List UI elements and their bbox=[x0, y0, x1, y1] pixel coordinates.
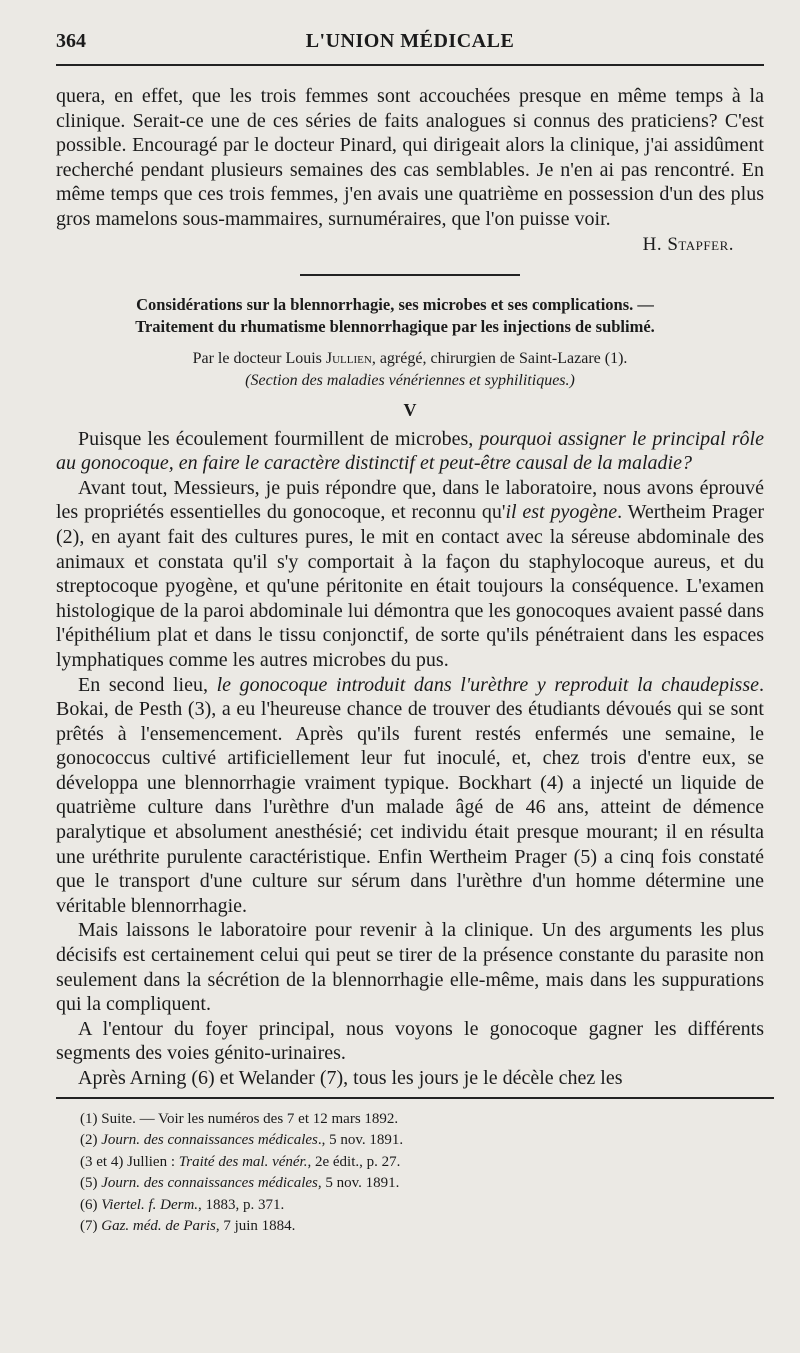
paragraph-2-text-a: Avant tout, Messieurs, je puis répondre que, dans le laboratoire, nous avons éprouvé les propriétés essentielles du gonocoque, et reconnu qu' bbox=[56, 476, 764, 524]
paragraph-1-text: Puisque les écoulement fourmillent de microbes, bbox=[78, 427, 480, 450]
footnote-6-source: Viertel. f. Derm. bbox=[101, 1196, 199, 1213]
footnote-5-source: Journ. des connaissances médicales bbox=[101, 1175, 318, 1192]
footnote-2-number: (2) bbox=[80, 1132, 102, 1149]
byline-prefix: Par le docteur Louis bbox=[192, 349, 322, 367]
header-rule bbox=[56, 64, 764, 66]
footnote-7-number: (7) bbox=[80, 1218, 102, 1235]
paragraph-2-emphasis: il est pyogène bbox=[505, 501, 618, 524]
byline bbox=[56, 348, 764, 370]
footnote-6 bbox=[80, 1195, 764, 1217]
footnote-3-number: (3 et 4) Jullien : bbox=[80, 1153, 179, 1170]
paragraph-3 bbox=[56, 673, 764, 919]
author-name: Jullien bbox=[325, 349, 372, 367]
paragraph-2-text-b: . Wertheim Prager (2), en ayant fait des cultures pures, le mit en contact avec la séreuse abdominale des animaux et constata qu'il s'y comportait à la façon du staphylocoque aureus, et du streptocoque pyogène, et qu'une péritonite en était toujours la conséquence. L'examen histologique de la paroi abdominale lui démontra que les gonocoques avaient passé dans l'épithélium plat et dans le tissu conjonctif, de sorte qu'ils pénétraient dans les espaces lymphatiques comme les autres microbes du pus. bbox=[56, 501, 765, 671]
footnote-3 bbox=[80, 1152, 764, 1174]
paragraph-6: Après Arning (6) et Welander (7), tous les jours je le décèle chez les bbox=[78, 1067, 623, 1089]
footnote-2-detail: ., 5 nov. 1891. bbox=[317, 1132, 404, 1149]
section-separator bbox=[300, 274, 520, 276]
page-header bbox=[56, 0, 764, 60]
page-number: 364 bbox=[56, 30, 86, 52]
footnote-3-source: Traité des mal. vénér. bbox=[178, 1153, 308, 1170]
article-title bbox=[6, 294, 784, 338]
footnote-7-detail: , 7 juin 1884. bbox=[215, 1218, 296, 1235]
paragraph-3-text-b: . Bokai, de Pesth (3), a eu l'heureuse chance de trouver des étudiants dévoués qui se sont prêtés à l'ensemencement. Après qu'ils furent restés enfermés une semaine, le gonococcus cultivé artificiellement leur fut inoculé, et, chez trois d'entre eux, se développa une blennorrhagie vraiment typique. Bockhart (4) a injecté un liquide de quatrième culture dans l'urèthre d'un malade âgé de 46 ans, atteint de démence paralytique et absolument anesthésié; cet individu était presque mourant; il en résulta une uréthrite purulente caractéristique. Enfin Wertheim Prager (5) a cinq fois constaté que le transport d'une culture sur sérum dans l'urèthre d'un homme détermine une véritable blennorrhagie. bbox=[56, 673, 764, 917]
byline-suffix: , agrégé, chirurgien de Saint-Lazare (1). bbox=[371, 349, 628, 367]
paragraph-2 bbox=[56, 476, 764, 673]
footnote-2 bbox=[80, 1130, 764, 1152]
intro-paragraph bbox=[56, 84, 764, 232]
paragraph-5: A l'entour du foyer principal, nous voyons le gonocoque gagner les différents segments des voies génito-urinaires. bbox=[56, 1017, 764, 1065]
footnote-7 bbox=[80, 1216, 764, 1238]
footnote-7-source: Gaz. méd. de Paris bbox=[101, 1218, 216, 1235]
paragraph-1-emphasis: pourquoi assigner le principal rôle au gonocoque, en faire le caractère distinctif et peut-être causal de la maladie? bbox=[56, 427, 764, 475]
section-number: V bbox=[403, 399, 417, 420]
paragraph-4: Mais laissons le laboratoire pour revenir à la clinique. Un des arguments les plus décisifs est certainement celui qui peut se tirer de la présence constante du parasite non seulement dans la sécrétion de la blennorrhagie elle-même, mais dans les suppurations qui la compliquent. bbox=[56, 919, 764, 1016]
paragraph-3-text-a: En second lieu, bbox=[78, 673, 217, 696]
footnote-5-detail: , 5 nov. 1891. bbox=[317, 1175, 400, 1192]
footnote-rule bbox=[56, 1097, 774, 1099]
footnote-6-number: (6) bbox=[80, 1196, 102, 1213]
footnote-3-detail: , 2e édit., p. 27. bbox=[307, 1153, 401, 1170]
signature: H. Stapfer. bbox=[642, 233, 734, 255]
article-title-line-1: Considérations sur la blennorrhagie, ses microbes et ses complications. — bbox=[136, 294, 654, 314]
footnotes bbox=[80, 1109, 764, 1238]
article-title-line-2: Traitement du rhumatisme blennorrhagique par les injections de sublimé. bbox=[135, 316, 655, 336]
paragraph-3-emphasis: le gonocoque introduit dans l'urèthre y reproduit la chaudepisse bbox=[216, 673, 759, 696]
section-note: (Section des maladies vénériennes et syphilitiques.) bbox=[245, 371, 575, 389]
footnote-1: (1) Suite. — Voir les numéros des 7 et 12 mars 1892. bbox=[80, 1110, 399, 1127]
paragraph-1 bbox=[56, 427, 764, 476]
intro-text: quera, en effet, que les trois femmes sont accouchées presque en même temps à la clinique. Serait-ce une de ces séries de faits analogues si connus des praticiens? C'est possible. Encouragé par le docteur Pinard, qui dirigeait alors la clinique, j'ai assidûment recherché pendant plusieurs semaines des cas semblables. Je n'en ai pas rencontré. En même temps que ces trois femmes, j'en avais une quatrième en possession d'un des plus gros mamelons sous-mammaires, surnuméraires, que l'on puisse voir. bbox=[56, 85, 764, 230]
footnote-6-detail: , 1883, p. 371. bbox=[198, 1196, 285, 1213]
footnote-2-source: Journ. des connaissances médicales bbox=[101, 1132, 318, 1149]
article-body bbox=[56, 427, 764, 1091]
footnote-5 bbox=[80, 1173, 764, 1195]
footnote-5-number: (5) bbox=[80, 1175, 102, 1192]
running-title: L'UNION MÉDICALE bbox=[305, 30, 515, 52]
